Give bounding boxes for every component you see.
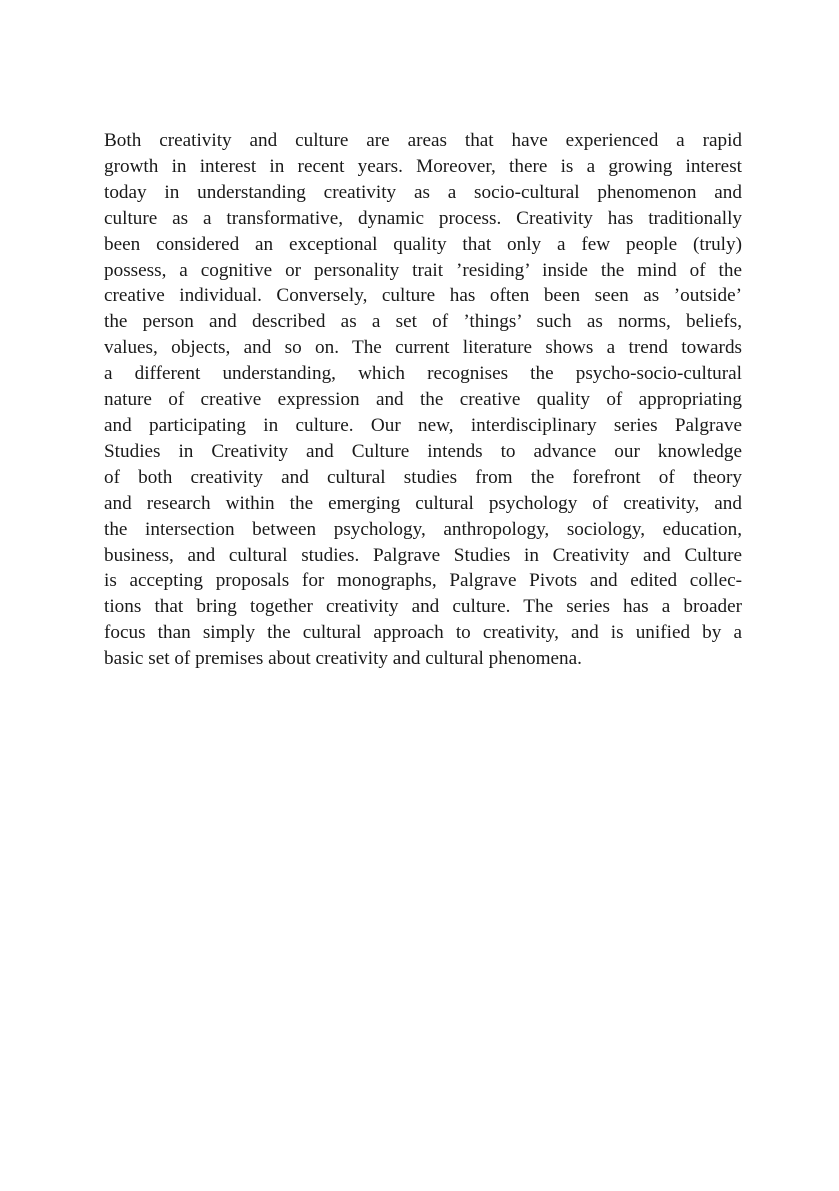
text-line: today in understanding creativity as a socio-cultural phenomenon and [104,181,742,203]
text-line: a different understanding, which recognises the psycho-socio-cultural [104,363,742,385]
text-line: values, objects, and so on. The current literature shows a trend towards [104,337,742,359]
text-line: basic set of premises about creativity and cultural phenomena. [104,648,582,670]
text-line: Both creativity and culture are areas that have experienced a rapid [104,130,742,151]
text-line: of both creativity and cultural studies from the forefront of theory [104,466,742,488]
series-description-paragraph [104,128,742,672]
text-line: creative individual. Conversely, culture has often been seen as ’outside’ [104,285,742,307]
text-line: is accepting proposals for monographs, Palgrave Pivots and edited collec- [104,570,742,592]
text-line: and research within the emerging cultural psychology of creativity, and [104,492,742,514]
text-line: possess, a cognitive or personality trait ’residing’ inside the mind of the [104,259,742,281]
text-line: business, and cultural studies. Palgrave Studies in Creativity and Culture [104,544,742,566]
text-line: the person and described as a set of ’things’ such as norms, beliefs, [104,311,742,333]
text-line: nature of creative expression and the creative quality of appropriating [104,389,742,411]
text-line: culture as a transformative, dynamic process. Creativity has traditionally [104,207,742,229]
text-line: the intersection between psychology, anthropology, sociology, education, [104,518,742,540]
text-line: tions that bring together creativity and culture. The series has a broader [104,596,742,618]
text-line: and participating in culture. Our new, interdisciplinary series Palgrave [104,414,742,436]
text-line: Studies in Creativity and Culture intends to advance our knowledge [104,440,742,462]
text-line: been considered an exceptional quality that only a few people (truly) [104,233,742,255]
text-line: growth in interest in recent years. Moreover, there is a growing interest [104,155,742,177]
text-line: focus than simply the cultural approach to creativity, and is unified by a [104,622,742,644]
